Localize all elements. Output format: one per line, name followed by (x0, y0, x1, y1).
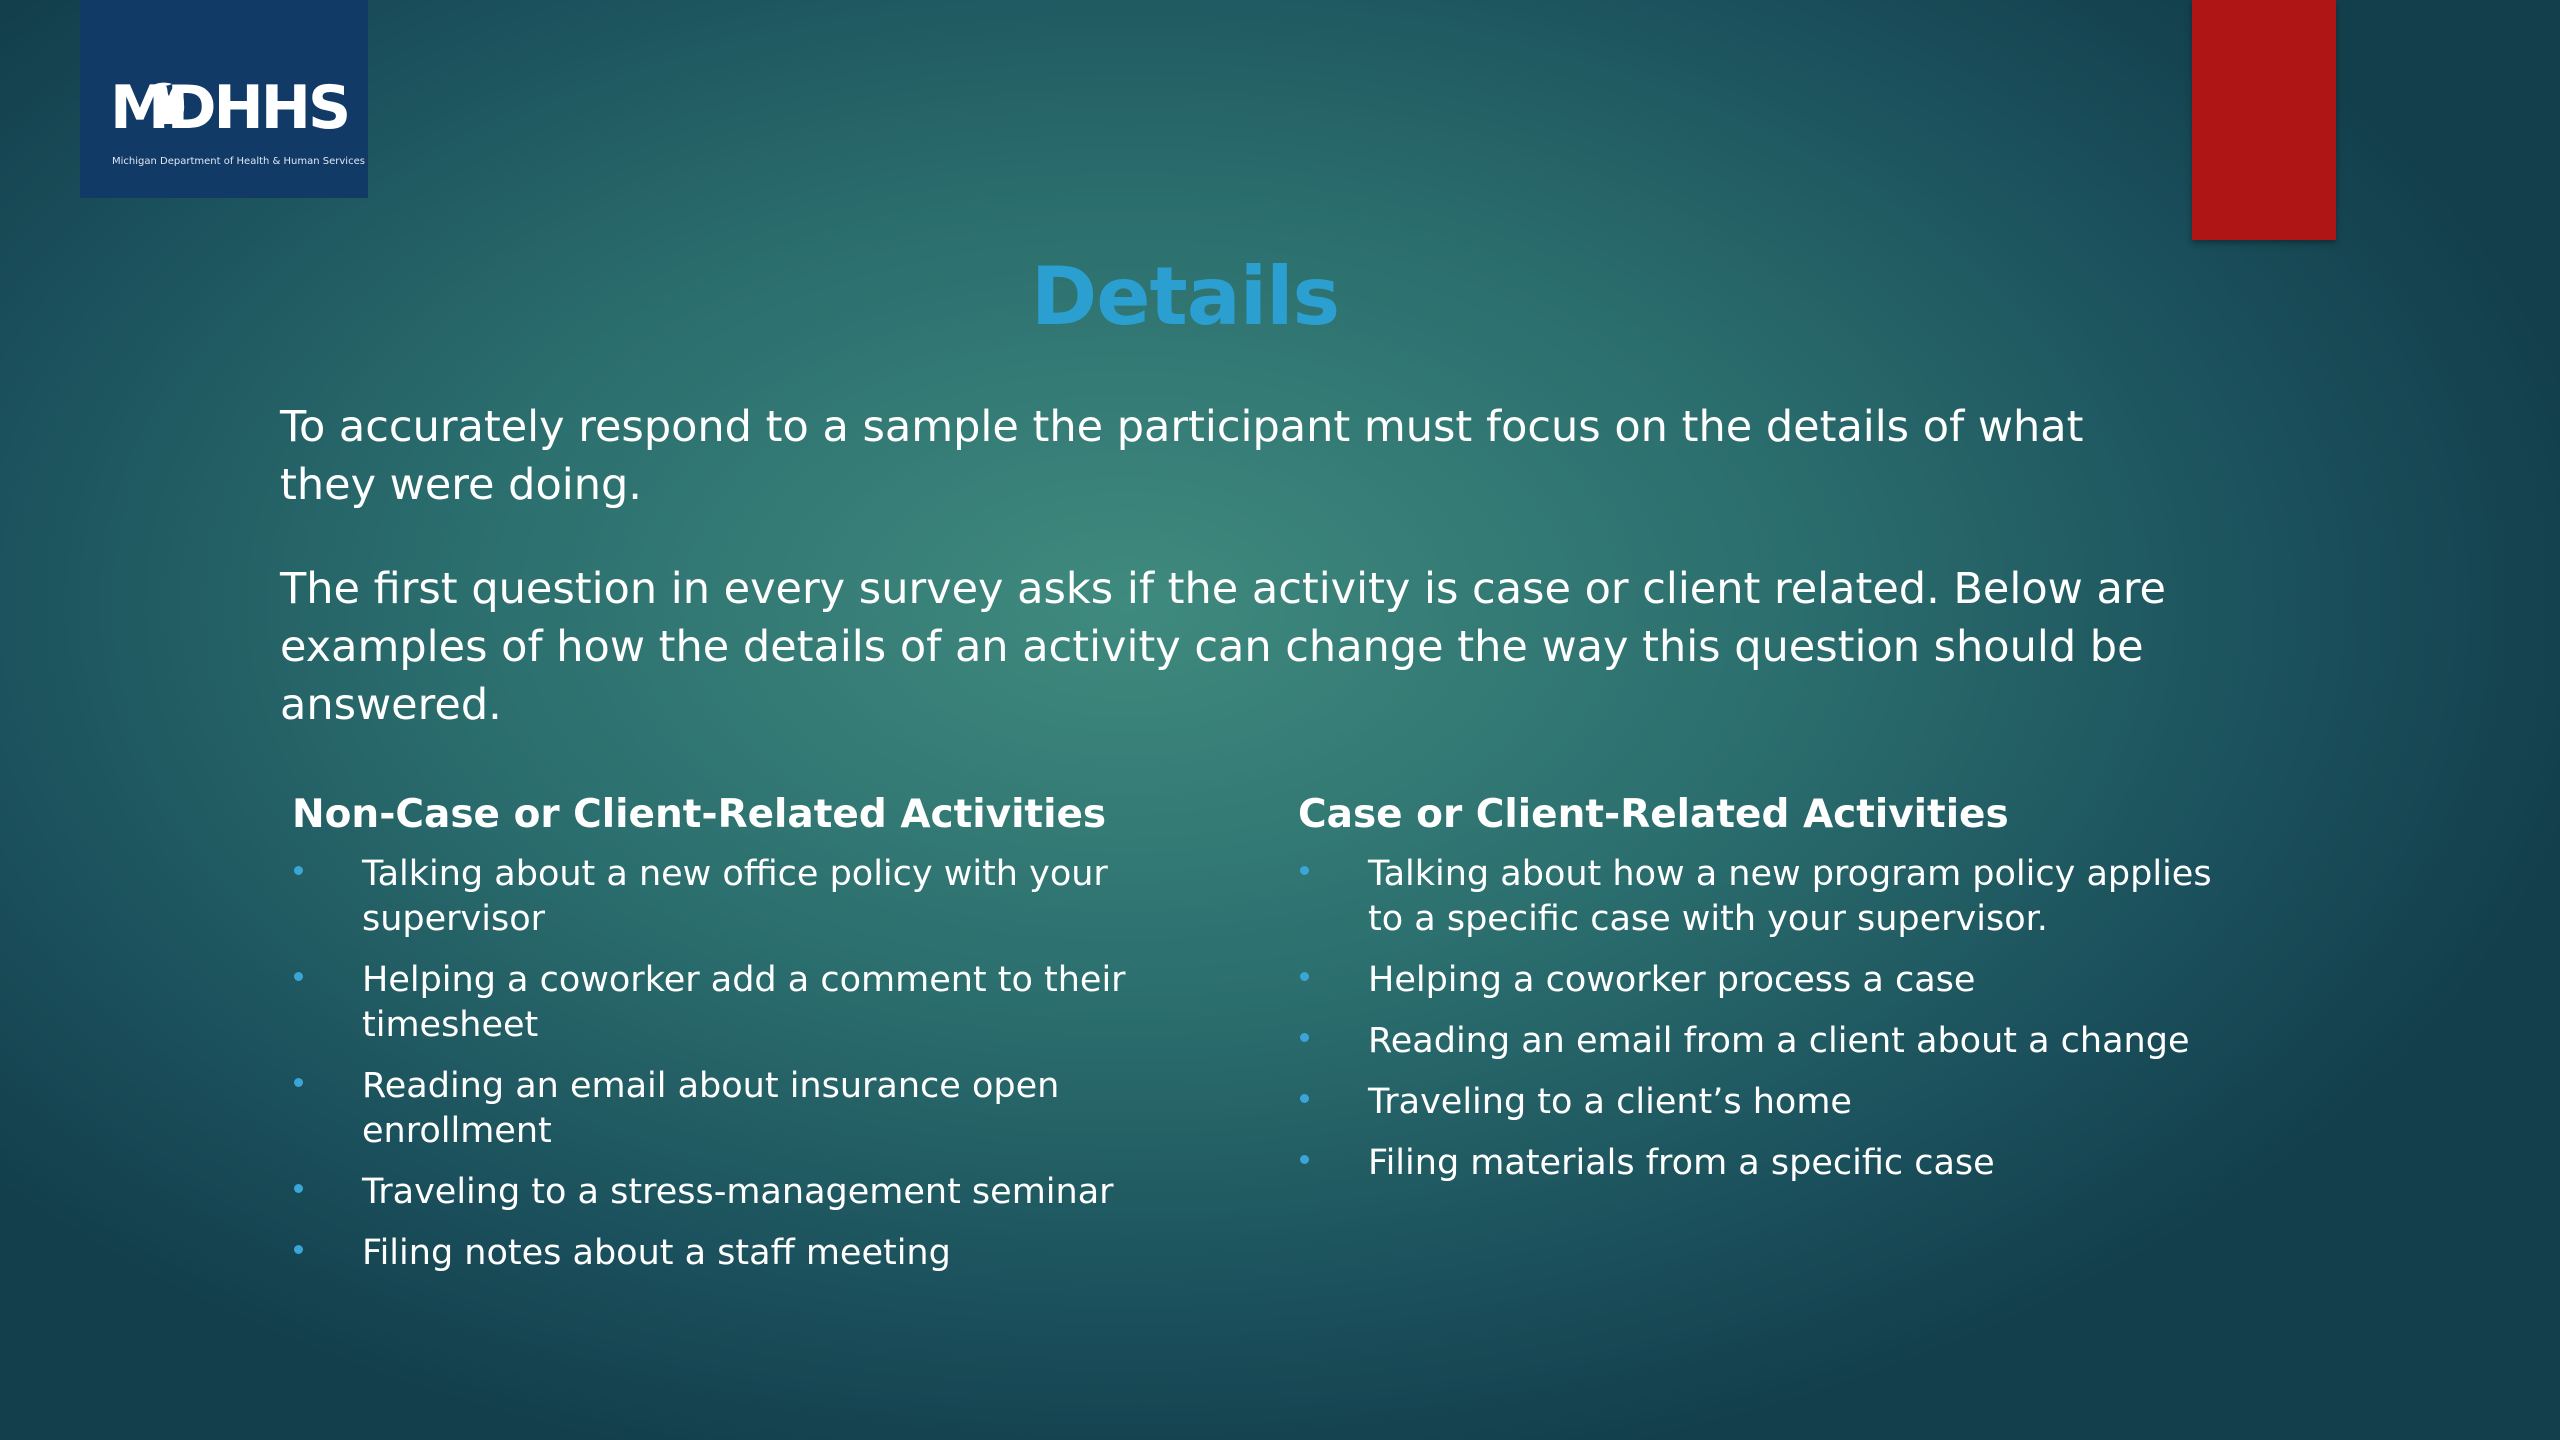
red-accent-tab (2192, 0, 2336, 240)
case-column (1298, 790, 2278, 1202)
list-item-text: Traveling to a client’s home (1368, 1082, 1852, 1122)
list-item-text: Traveling to a stress-management seminar (362, 1172, 1114, 1212)
list-item (292, 852, 1222, 942)
list-item (292, 1064, 1222, 1154)
list-item-text: Filing materials from a specific case (1368, 1143, 1995, 1183)
non-case-column (292, 790, 1272, 1292)
non-case-heading: Non-Case or Client-Related Activities (292, 792, 1107, 837)
list-item (1298, 958, 2228, 1003)
mdhhs-logo (80, 0, 368, 198)
case-list (1298, 852, 2278, 1186)
explanation-paragraph: The first question in every survey asks if the activity is case or client related. Below are examples of how the details of an activity can change the way this question should be answered. (280, 564, 2167, 730)
intro-paragraph: To accurately respond to a sample the participant must focus on the details of what they were doing. (280, 402, 2084, 510)
bullet-icon (1300, 1155, 1309, 1164)
list-item-text: Helping a coworker add a comment to their timesheet (362, 960, 1126, 1045)
list-item-text: Helping a coworker process a case (1368, 960, 1976, 1000)
list-item (1298, 1019, 2228, 1064)
slide-title: Details (1030, 250, 1340, 343)
list-item-text: Filing notes about a staff meeting (362, 1233, 951, 1273)
list-item (292, 958, 1222, 1048)
list-item-text: Talking about a new office policy with your supervisor (362, 854, 1108, 939)
list-item-text: Reading an email about insurance open enrollment (362, 1066, 1060, 1151)
bullet-icon (1300, 1094, 1309, 1103)
list-item-text: Talking about how a new program policy applies to a specific case with your supervisor. (1368, 854, 2212, 939)
logo-subtitle: Michigan Department of Health & Human Services (112, 156, 365, 167)
list-item (1298, 1080, 2228, 1125)
bullet-icon (294, 972, 303, 981)
bullet-icon (294, 866, 303, 875)
bullet-icon (1300, 866, 1309, 875)
bullet-icon (1300, 972, 1309, 981)
non-case-list (292, 852, 1272, 1276)
bullet-icon (294, 1184, 303, 1193)
bullet-icon (294, 1078, 303, 1087)
list-item (292, 1170, 1222, 1215)
bullet-icon (1300, 1033, 1309, 1042)
list-item (1298, 1141, 2228, 1186)
list-item (292, 1231, 1222, 1276)
logo-text: MDHHS (110, 73, 349, 143)
list-item-text: Reading an email from a client about a change (1368, 1021, 2190, 1061)
case-heading: Case or Client-Related Activities (1298, 792, 2009, 837)
bullet-icon (294, 1245, 303, 1254)
list-item (1298, 852, 2228, 942)
